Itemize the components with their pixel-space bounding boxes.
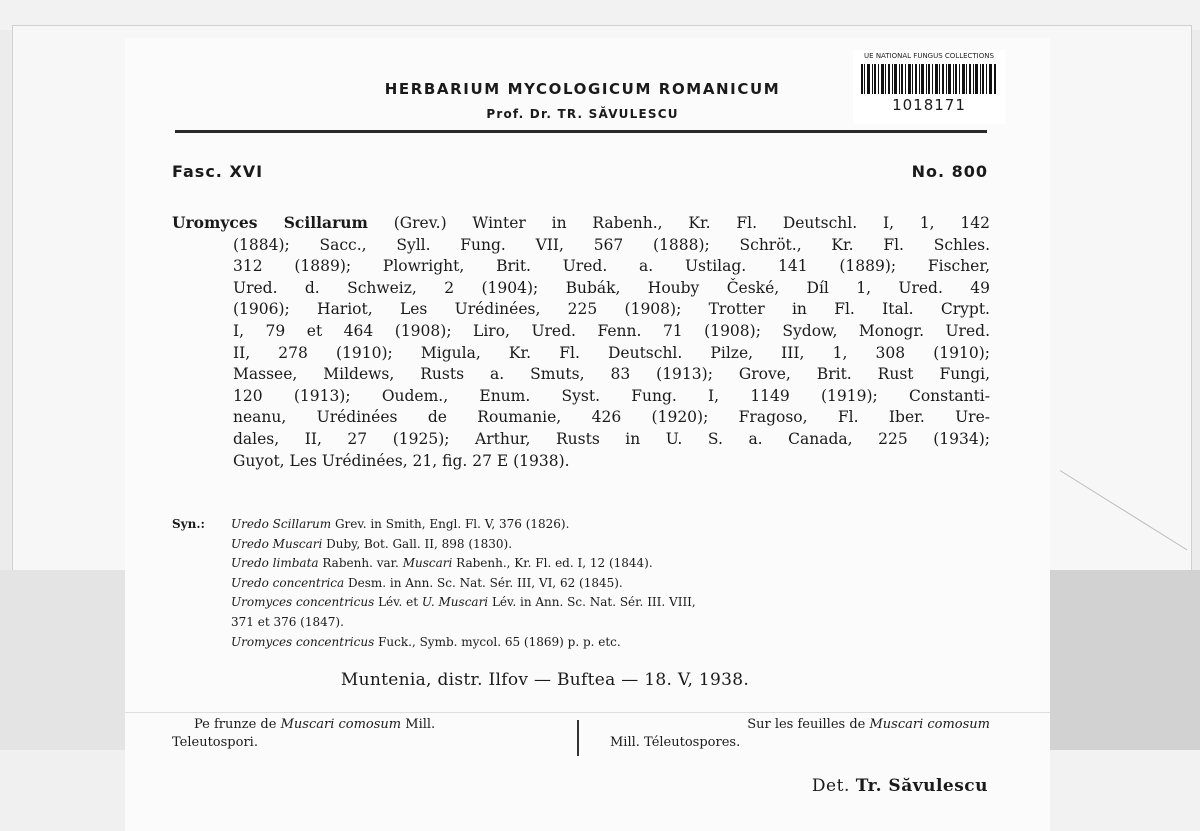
barcode-collection-label: UE NATIONAL FUNGUS COLLECTIONS [864,52,994,60]
reference-line: (1906); Hariot, Les Urédinées, 225 (1908); Trotter in Fl. Ital. Crypt. [233,300,990,319]
reference-line: Uromyces Scillarum (Grev.) Winter in Rabenh., Kr. Fl. Deutschl. I, 1, 142 [172,213,990,232]
reference-line: neanu, Urédinées de Roumanie, 426 (1920); Fragoso, Fl. Iber. Ure- [233,408,990,427]
barcode-icon [861,64,997,94]
synonyms-label: Syn.: [172,517,205,531]
species-references [172,212,990,472]
species-name: Uromyces Scillarum [172,213,368,232]
section-divider [125,712,1050,713]
synonym-row: Uromyces concentricus Fuck., Symb. mycol. 65 (1869) p. p. etc. [231,634,621,649]
reference-line: II, 278 (1910); Migula, Kr. Fl. Deutschl. Pilze, III, 1, 308 (1910); [233,343,990,362]
reference-line: Guyot, Les Urédinées, 21, fig. 27 E (1938). [233,451,570,470]
reference-line: I, 79 et 464 (1908); Liro, Ured. Fenn. 71 (1908); Sydow, Monogr. Ured. [233,321,990,340]
synonym-row: Syn.: Uredo Scillarum Grev. in Smith, Engl. Fl. V, 376 (1826). [172,515,990,535]
reference-line: Massee, Mildews, Rusts a. Smuts, 83 (1913); Grove, Brit. Rust Fungi, [233,365,990,384]
host-note-french: Sur les feuilles de Muscari comosum Mill. Téleutospores. [610,717,990,750]
column-divider [577,720,579,756]
herbarium-label [125,38,1050,831]
determiner: Det. Tr. Săvulescu [811,776,988,796]
reference-line: dales, II, 27 (1925); Arthur, Rusts in U. S. a. Canada, 225 (1934); [233,429,990,448]
barcode-sticker [853,50,1005,124]
background-corner-left [0,750,125,831]
synonym-row: Uredo limbata Rabenh. var. Muscari Rabenh., Kr. Fl. ed. I, 12 (1844). [231,556,653,571]
herbarium-curator: Prof. Dr. TR. SĂVULESCU [486,107,679,121]
synonym-row: Uromyces concentricus Lév. et U. Muscari Lév. in Ann. Sc. Nat. Sér. III. VIII, [231,595,696,610]
background-corner-right [1050,750,1200,831]
reference-line: Ured. d. Schweiz, 2 (1904); Bubák, Houby České, Díl 1, Ured. 49 [233,278,990,297]
synonym-row: 371 et 376 (1847). [231,614,344,629]
host-note-romanian: Pe frunze de Muscari comosum Mill. Teleutospori. [172,717,436,750]
specimen-number: No. 800 [911,162,988,181]
reference-line: (1884); Sacc., Syll. Fung. VII, 567 (1888); Schröt., Kr. Fl. Schles. [233,235,990,254]
herbarium-title: HERBARIUM MYCOLOGICUM ROMANICUM [384,80,781,98]
header-rule [175,130,987,133]
barcode-number: 1018171 [892,96,966,114]
fascicle-label: Fasc. XVI [172,162,264,181]
reference-line: 120 (1913); Oudem., Enum. Syst. Fung. I, 1149 (1919); Constanti- [233,386,990,405]
synonym-row: Uredo concentrica Desm. in Ann. Sc. Nat. Sér. III, VI, 62 (1845). [231,575,623,590]
synonym-row: Uredo Muscari Duby, Bot. Gall. II, 898 (1830). [231,536,513,551]
collection-locality: Muntenia, distr. Ilfov — Buftea — 18. V, 1938. [340,670,750,690]
shadow-block [1050,570,1200,750]
synonyms-block [172,515,990,652]
reference-line: 312 (1889); Plowright, Brit. Ured. a. Ustilag. 141 (1889); Fischer, [233,257,990,276]
